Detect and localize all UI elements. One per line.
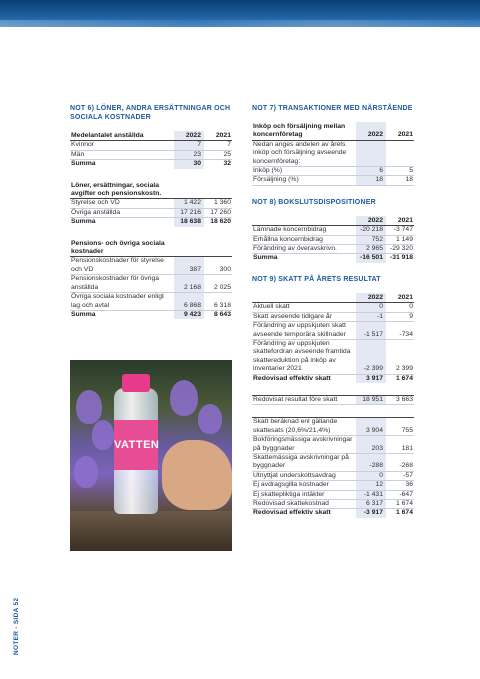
table-row (70, 208, 232, 217)
header-year-2022 (174, 239, 204, 257)
row-value-2021: -3 747 (386, 226, 414, 235)
row-label: Män (70, 150, 174, 159)
row-value-2021: 18 (386, 176, 414, 185)
row-label: Förändring av överavskrivn. (252, 245, 356, 254)
note7-table (252, 122, 414, 186)
row-label: Inköp (%) (252, 167, 356, 176)
row-value-2022: 3 904 (356, 418, 386, 436)
row-value-2022: 0 (356, 303, 386, 312)
row-value-2021: -268 (386, 453, 414, 471)
table-header (70, 181, 232, 199)
row-value-2022: 387 (174, 257, 204, 275)
note9-profit-table (252, 395, 414, 405)
note6-salaries-table (70, 181, 232, 227)
table-header (70, 131, 232, 141)
header-label: Inköp och försäljning mellan koncernföretag (252, 122, 356, 140)
table-row (252, 140, 414, 166)
flower-shape (92, 420, 114, 450)
note7-title: NOT 7) TRANSAKTIONER MED NÄRSTÅENDE (252, 105, 413, 112)
table-total-row (252, 374, 414, 383)
row-label: Nedan anges andelen av årets inköp och försäljning avseende koncernföretag: (252, 140, 356, 166)
table-total-row (252, 509, 414, 518)
table-row (70, 293, 232, 311)
row-label: Förändring av uppskjuten skatt avseende temporära skillnader (252, 322, 356, 340)
header-year-2022: 2022 (356, 122, 386, 140)
table-row (252, 500, 414, 509)
flower-shape (74, 456, 98, 488)
row-value-2022 (356, 140, 386, 166)
row-value-2022: -1 (356, 312, 386, 321)
bottle-label: VATTEN (114, 420, 158, 470)
row-value-2022: -1 517 (356, 322, 386, 340)
row-value-2022: -20 218 (356, 226, 386, 235)
note8-title: NOT 8) BOKSLUTSDISPOSITIONER (252, 198, 376, 206)
table-row (252, 339, 414, 374)
header-year-2022: 2022 (356, 216, 386, 226)
row-label: Bokföringsmässiga avskrivningar på byggnader (252, 436, 356, 454)
table-row (70, 150, 232, 159)
note9-reconciliation-table (252, 417, 414, 517)
total-value-2022: 3 917 (356, 374, 386, 383)
table-row (252, 176, 414, 185)
row-value-2022: 23 (174, 150, 204, 159)
header-year-2022: 2022 (174, 131, 204, 141)
table-row (252, 235, 414, 244)
total-label: Redovisad effektiv skatt (252, 509, 356, 518)
total-value-2021: 1 674 (386, 374, 414, 383)
header-year-2021: 2021 (386, 122, 414, 140)
row-value-2022: -1 431 (356, 490, 386, 499)
header-year-2021 (204, 239, 232, 257)
row-value-2021: 2 025 (204, 275, 232, 293)
row-value-2022: 203 (356, 436, 386, 454)
row-value-2021: -734 (386, 322, 414, 340)
header-label (252, 216, 356, 226)
table-header (252, 293, 414, 303)
total-value-2021: 18 620 (204, 218, 232, 227)
total-value-2022: -3 917 (356, 509, 386, 518)
row-value-2022: 12 (356, 481, 386, 490)
row-value-2022: 2 965 (356, 245, 386, 254)
row-label: Övriga sociala kostnader enligt lag och avtal (70, 293, 174, 311)
row-value-2021: 1 360 (204, 199, 232, 208)
header-year-2021: 2021 (386, 293, 414, 303)
header-year-2021: 2021 (204, 131, 232, 141)
note6-employees-table (70, 131, 232, 169)
row-value-2021: 1 149 (386, 235, 414, 244)
row-label: Övriga anställda (70, 208, 174, 217)
row-label: Styrelse och VD (70, 199, 174, 208)
flower-shape (170, 380, 198, 416)
total-value-2022: -16 501 (356, 254, 386, 263)
row-label: Förändring av uppskjuten skattefordran avseende framtida skattereduktion på inköp av inventarier 2021 (252, 339, 356, 374)
table-header (70, 239, 232, 257)
row-label: Ej avdragsgilla kostnader (252, 481, 356, 490)
table-row (252, 453, 414, 471)
table-row (252, 490, 414, 499)
total-label: Summa (70, 218, 174, 227)
row-value-2022: 6 868 (174, 293, 204, 311)
row-value-2021: -647 (386, 490, 414, 499)
header-year-2022 (174, 181, 204, 199)
row-label: Redovisat resultat före skatt (252, 395, 356, 404)
flower-shape (198, 404, 222, 434)
row-value-2022: 2 168 (174, 275, 204, 293)
total-label: Summa (252, 254, 356, 263)
row-label: Aktuell skatt (252, 303, 356, 312)
row-value-2021: 755 (386, 418, 414, 436)
header-label: Pensions- och övriga sociala kostnader (70, 239, 174, 257)
note9-tax-table (252, 293, 414, 383)
row-value-2021: -29 320 (386, 245, 414, 254)
row-label: Pensionskostnader för övriga anställda (70, 275, 174, 293)
table-row (252, 167, 414, 176)
row-value-2022: 752 (356, 235, 386, 244)
row-value-2021: -57 (386, 471, 414, 480)
row-value-2021: 300 (204, 257, 232, 275)
row-value-2021: 9 (386, 312, 414, 321)
table-header (252, 122, 414, 140)
table-total-row (70, 310, 232, 319)
row-value-2021: 6 318 (204, 293, 232, 311)
bottle-cap-shape (122, 374, 150, 392)
table-row (252, 322, 414, 340)
row-value-2021 (386, 140, 414, 166)
total-label: Summa (70, 310, 174, 319)
row-value-2021: 181 (386, 436, 414, 454)
row-value-2021: 1 674 (386, 500, 414, 509)
row-label: Redovisad skattekostnad (252, 500, 356, 509)
row-value-2022: 7 (174, 141, 204, 150)
row-value-2021: 36 (386, 481, 414, 490)
table-row (252, 471, 414, 480)
table-row (252, 395, 414, 404)
total-value-2022: 9 423 (174, 310, 204, 319)
row-value-2021: 7 (204, 141, 232, 150)
row-value-2021: 25 (204, 150, 232, 159)
row-value-2022: 17 216 (174, 208, 204, 217)
table-total-row (70, 218, 232, 227)
row-label: Skattemässiga avskrivningar på byggnader (252, 453, 356, 471)
row-label: Utnyttjat underskottsavdrag (252, 471, 356, 480)
table-row (252, 312, 414, 321)
note6-title: NOT 6) LÖNER, ANDRA ERSÄTTNINGAR OCH SOCIALA KOSTNADER (70, 105, 231, 121)
header-banner (0, 0, 480, 27)
row-value-2022: 18 (356, 176, 386, 185)
row-value-2022: -2 399 (356, 339, 386, 374)
total-value-2021: 1 674 (386, 509, 414, 518)
header-year-2022: 2022 (356, 293, 386, 303)
row-value-2021: 2 399 (386, 339, 414, 374)
row-label: Ej skattepliktiga intäkter (252, 490, 356, 499)
header-label (252, 293, 356, 303)
total-label: Summa (70, 160, 174, 169)
row-label: Lämnade koncernbidrag (252, 226, 356, 235)
header-year-2021: 2021 (386, 216, 414, 226)
row-value-2021: 0 (386, 303, 414, 312)
table-row (252, 436, 414, 454)
left-column (70, 104, 232, 319)
row-label: Erhållna koncernbidrag (252, 235, 356, 244)
row-label: Skatt avseende tidigare år (252, 312, 356, 321)
total-value-2021: 8 643 (204, 310, 232, 319)
total-value-2021: 32 (204, 160, 232, 169)
table-total-row (252, 254, 414, 263)
table-row (70, 141, 232, 150)
total-value-2022: 30 (174, 160, 204, 169)
row-value-2022: 1 422 (174, 199, 204, 208)
table-header (252, 216, 414, 226)
table-row (70, 257, 232, 275)
note6-pensions-table (70, 239, 232, 320)
table-row (252, 245, 414, 254)
table-row (252, 481, 414, 490)
page-side-label: NOTER - SIDA 52 (13, 597, 20, 655)
header-label: Löner, ersättningar, sociala avgifter och pensionskostn. (70, 181, 174, 199)
total-value-2021: -31 918 (386, 254, 414, 263)
note8-table (252, 216, 414, 263)
table-row (252, 418, 414, 436)
table-row (70, 199, 232, 208)
row-value-2022: 18 951 (356, 395, 386, 404)
hand-shape (162, 440, 232, 510)
row-value-2021: 17 260 (204, 208, 232, 217)
row-value-2022: 0 (356, 471, 386, 480)
row-value-2021: 5 (386, 167, 414, 176)
right-column (252, 104, 414, 518)
header-label: Medelantalet anställda (70, 131, 174, 141)
table-row (252, 226, 414, 235)
header-year-2021 (204, 181, 232, 199)
note9-title: NOT 9) SKATT PÅ ÅRETS RESULTAT (252, 275, 381, 283)
row-label: Försäljning (%) (252, 176, 356, 185)
table-row (70, 275, 232, 293)
flower-shape (76, 390, 102, 424)
total-value-2022: 18 638 (174, 218, 204, 227)
table-total-row (70, 160, 232, 169)
table-row (252, 303, 414, 312)
total-label: Redovisad effektiv skatt (252, 374, 356, 383)
row-value-2022: 6 317 (356, 500, 386, 509)
row-label: Kvinnor (70, 141, 174, 150)
row-label: Pensionskostnader för styrelse och VD (70, 257, 174, 275)
row-label: Skatt beräknad enl gällande skattesats (20,6%/21,4%) (252, 418, 356, 436)
row-value-2022: -288 (356, 453, 386, 471)
row-value-2022: 6 (356, 167, 386, 176)
row-value-2021: 3 663 (386, 395, 414, 404)
product-photo (70, 360, 232, 551)
ground-shape (70, 511, 232, 551)
